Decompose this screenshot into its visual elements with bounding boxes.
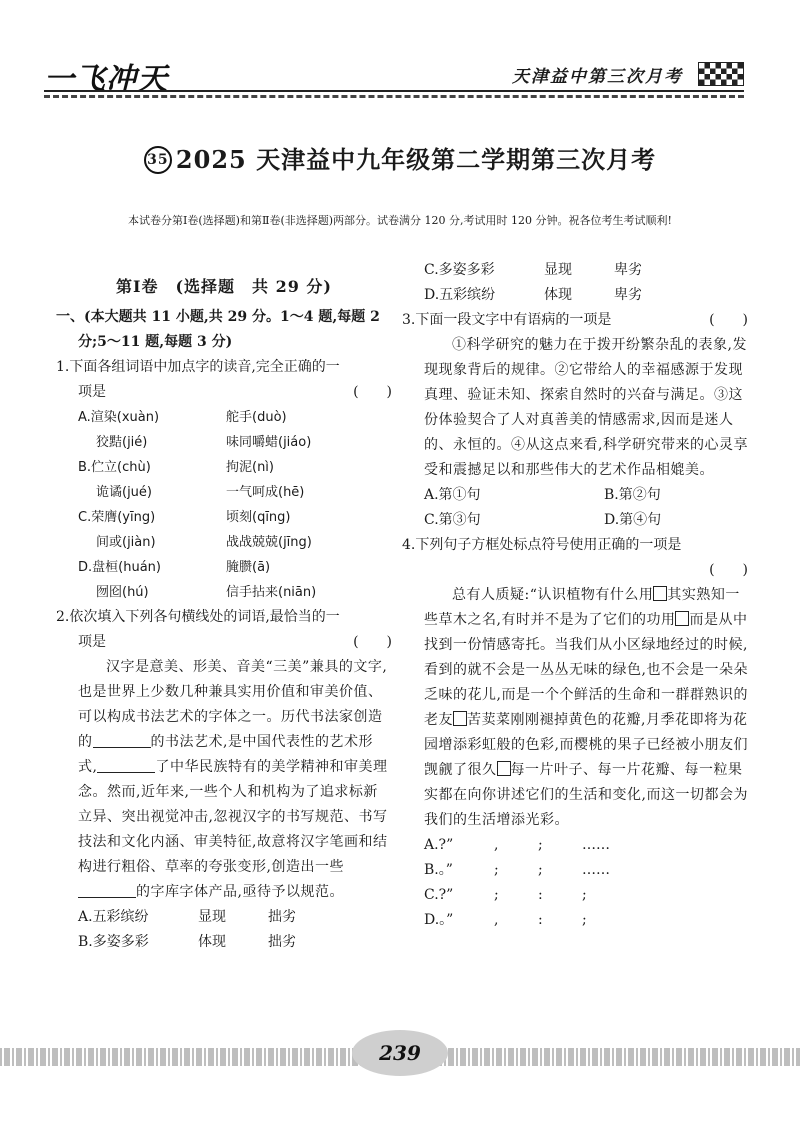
brand-logo: 一飞冲天 xyxy=(44,62,168,97)
q4-bracket-line xyxy=(402,558,748,583)
q2-option-row: B.多姿多彩 体现 拙劣 xyxy=(78,934,296,950)
q3-option-row: A.第①句 B.第②句 xyxy=(424,487,661,503)
punct-box-1[interactable] xyxy=(653,586,667,601)
q1-option-row: D.盘桓(huán) 腌臜(ā) xyxy=(78,560,271,575)
q1-option-row: B.伫立(chù) 拘泥(nì) xyxy=(78,460,274,475)
title-text: 2025 天津益中九年级第二学期第三次月考 xyxy=(175,145,657,174)
page-title xyxy=(0,140,800,175)
punct-box-2[interactable] xyxy=(675,611,689,626)
page-number: 239 xyxy=(352,1030,448,1076)
section-instruction-1: 一、(本大题共 11 小题,共 29 分。1～4 题,每题 2 xyxy=(56,309,380,325)
blank-2[interactable] xyxy=(97,758,155,773)
q4-option-row: A.?” , ; …… xyxy=(424,837,610,853)
answer-bracket[interactable]: ( ) xyxy=(709,312,748,328)
q4-passage: 总有人质疑:“认识植物有什么用 其实熟知一些草木之名,有时并不是为了它们的功用 而是从中找到一份情感寄托。当我们从小区绿地经过的时候,看到的就不会是一丛丛无味的绿色,也不会是一朵朵乏味的花儿,而是一个个鲜活的生命和一群群熟识的老友 苦荬菜刚刚褪掉黄色的花瓣,月季花即将为花园增添彩虹般的色彩,而樱桃的果子已经被小朋友们觊觎了很久 每一片叶子、每一片花瓣、每一粒果实都在向你讲述它们的生活和变化,而这一切都会为我们的生活增添光彩。 xyxy=(424,587,748,828)
blank-1[interactable] xyxy=(93,733,151,748)
q4-option-row: C.?” ; : ; xyxy=(424,887,587,903)
q1-stem-1: 1.下面各组词语中加点字的读音,完全正确的一 xyxy=(56,359,340,375)
q2-option-row: A.五彩缤纷 显现 拙劣 xyxy=(78,909,296,925)
q1-option-row: 间或(jiàn) 战战兢兢(jīng) xyxy=(96,535,312,550)
q3-stem: 3.下面一段文字中有语病的一项是 ( ) xyxy=(402,308,748,333)
left-column xyxy=(56,270,392,955)
q2-stem-1: 2.依次填入下列各句横线处的词语,最恰当的一 xyxy=(56,609,340,625)
blank-3[interactable] xyxy=(78,883,136,898)
header-exam-name: 天津益中第三次月考 xyxy=(512,67,683,87)
title-number-badge: 35 xyxy=(144,146,172,174)
q2-stem-2: 项是 ( ) xyxy=(56,630,392,655)
q1-option-row: 囫囵(hú) 信手拈来(niān) xyxy=(96,585,317,600)
header-divider xyxy=(44,90,744,92)
checker-decoration xyxy=(698,62,744,86)
q4-option-row: B.。” ; ; …… xyxy=(424,862,610,878)
header-dashed-divider xyxy=(44,95,744,98)
answer-bracket[interactable]: ( ) xyxy=(353,634,392,650)
q1-option-row: 诡谲(jué) 一气呵成(hē) xyxy=(96,485,305,500)
q1-option-row: C.荣膺(yīng) 顷刻(qīng) xyxy=(78,510,291,525)
exam-intro: 本试卷分第Ⅰ卷(选择题)和第Ⅱ卷(非选择题)两部分。试卷满分 120 分,考试用时 120 分钟。祝各位考生考试顺利! xyxy=(128,214,672,227)
q2-passage: 汉字是意美、形美、音美“三美”兼具的文字,也是世界上少数几种兼具实用价值和审美价值、可以构成书法艺术的字体之一。历代书法家创造的 的书法艺术,是中国代表性的艺术形式, 了中华民族特有的美学精神和审美理念。然而,近年来,一些个人和机构为了追求标新立异、突出视觉冲击,忽视汉字的书写规范、书写技法和文化内涵、审美特征,故意将汉字笔画和结构进行粗俗、草率的夸张变形,创造出一些的字库字体产品,亟待予以规范。 xyxy=(78,659,388,900)
q1-option-row: 狡黠(jié) 味同嚼蜡(jiáo) xyxy=(96,435,312,450)
q4-stem: 4.下列句子方框处标点符号使用正确的一项是 xyxy=(402,537,682,553)
punct-box-3[interactable] xyxy=(453,711,467,726)
q1-stem-2: 项是 ( ) xyxy=(56,380,392,405)
answer-bracket[interactable]: ( ) xyxy=(353,384,392,400)
section-title: 第Ⅰ卷 (选择题 共 29 分) xyxy=(115,277,333,296)
q3-passage: ①科学研究的魅力在于拨开纷繁杂乱的表象,发现现象背后的规律。②它带给人的幸福感源于发现真理、验证未知、探索自然时的兴奋与满足。③这份体验契合了人对真善美的情感需求,因而是迷人的、永恒的。④从这点来看,科学研究带来的心灵享受和震撼足以和那些伟大的艺术作品相媲美。 xyxy=(424,337,748,478)
q1-option-row: A.渲染(xuàn) 舵手(duò) xyxy=(78,410,287,425)
right-column xyxy=(402,258,748,933)
q3-option-row: C.第③句 D.第④句 xyxy=(424,512,662,528)
section-instruction-2: 分;5～11 题,每题 3 分) xyxy=(78,334,233,350)
answer-bracket[interactable]: ( ) xyxy=(709,562,748,578)
q4-option-row: D.。” , : ; xyxy=(424,912,587,928)
q2-option-row: D.五彩缤纷 体现 卑劣 xyxy=(424,287,642,303)
punct-box-4[interactable] xyxy=(497,761,511,776)
q2-option-row: C.多姿多彩 显现 卑劣 xyxy=(424,262,642,278)
